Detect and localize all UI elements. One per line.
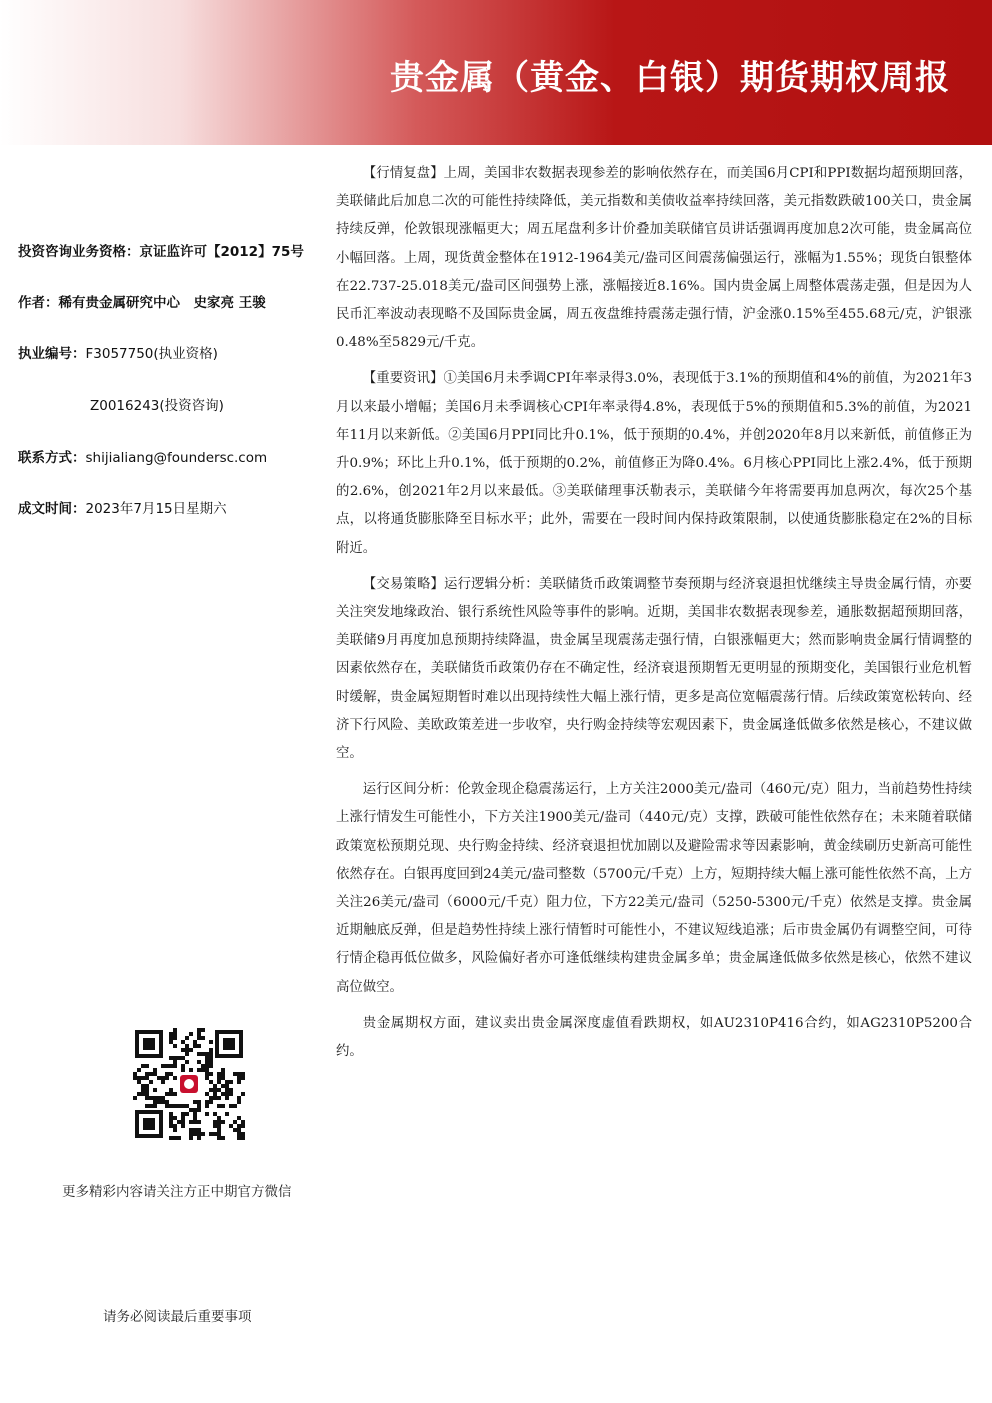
report-header-banner xyxy=(0,0,992,145)
author-label: 作者： xyxy=(18,295,59,311)
practice-line xyxy=(18,342,218,362)
paragraph-trading-strategy: 【交易策略】运行逻辑分析：美联储货币政策调整节奏预期与经济衰退担忧继续主导贵金属行情，亦要关注突发地缘政治、银行系统性风险等事件的影响。近期，美国非农数据表现参差，通胀数据超预期回落，美联储9月再度加息预期持续降温，贵金属呈现震荡走强行情，白银涨幅更大；然而影响贵金属行情调整的因素依然存在，美联储货币政策仍存在不确定性，经济衰退预期暂无更明显的预期变化，美国银行业危机暂时缓解，贵金属短期暂时难以出现持续性大幅上涨行情，更多是高位宽幅震荡行情。后续政策宽松转向、经济下行风险、美欧政策差进一步收窄，央行购金持续等宏观因素下，贵金属逢低做多依然是核心，不建议做空。 xyxy=(336,576,972,762)
contact-line xyxy=(18,446,267,466)
practice-line-2 xyxy=(90,394,224,414)
license-value: 京证监许可【2012】75号 xyxy=(139,244,304,260)
date-label: 成文时间： xyxy=(18,501,86,517)
date-line xyxy=(18,497,227,517)
practice-value-2: Z0016243(投资咨询) xyxy=(90,398,224,414)
paragraph-range-analysis: 运行区间分析：伦敦金现企稳震荡运行，上方关注2000美元/盎司（460元/克）阻力，当前趋势性持续上涨行情发生可能性小，下方关注1900美元/盎司（440元/克）支撑，跌破可能性依然存在；未来随着联储政策宽松预期兑现、央行购金持续、经济衰退担忧加剧以及避险需求等因素影响，黄金续刷历史新高可能性依然存在。白银再度回到24美元/盎司整数（5700元/千克）上方，短期持续大幅上涨可能性依然不高，上方关注26美元/盎司（6000元/千克）阻力位，下方22美元/盎司（5250-5300元/千克）依然是支撑。贵金属近期触底反弹，但是趋势性持续上涨行情暂时可能性小，不建议短线追涨；后市贵金属仍有调整空间，可待行情企稳再低位做多，风险偏好者亦可逢低继续构建贵金属多单；贵金属逢低做多依然是核心，依然不建议高位做空。 xyxy=(336,782,972,995)
report-body xyxy=(336,160,972,1066)
qr-code-icon xyxy=(133,1028,245,1140)
license-line xyxy=(18,240,304,260)
contact-label: 联系方式： xyxy=(18,450,86,466)
qr-caption: 更多精彩内容请关注方正中期官方微信 xyxy=(62,1184,292,1200)
wechat-qr-code xyxy=(133,1028,245,1140)
paragraph-key-news: 【重要资讯】①美国6月未季调CPI年率录得3.0%，表现低于3.1%的预期值和4%的前值，为2021年3月以来最小增幅；美国6月未季调核心CPI年率录得4.8%，表现低于5%的预期值和5.3%的前值，为2021年11月以来新低。②美国6月PPI同比升0.1%，低于预期的0.4%，并创2020年8月以来新低，前值修正为升0.9%；环比上升0.1%，低于预期的0.2%，前值修正为降0.4%。6月核心PPI同比上涨2.4%，低于预期的2.6%，创2021年2月以来最低。③美联储理事沃勒表示，美联储今年将需要再加息两次，每次25个基点，以将通货膨胀降至目标水平；此外，需要在一段时间内保持政策限制，以使通货膨胀稳定在2%的目标附近。 xyxy=(336,371,972,556)
license-label: 投资咨询业务资格： xyxy=(18,244,140,260)
paragraph-market-review: 【行情复盘】上周，美国非农数据表现参差的影响依然存在，而美国6月CPI和PPI数据均超预期回落，美联储此后加息二次的可能性持续降低，美元指数和美债收益率持续回落，美元指数跌破100关口，贵金属持续反弹，伦敦银现涨幅更大；周五尾盘利多计价叠加美联储官员讲话强调再度加息2次可能，贵金属高位小幅回落。上周，现货黄金整体在1912-1964美元/盎司区间震荡偏强运行，涨幅为1.55%；现货白银整体在22.737-25.018美元/盎司区间强势上涨，涨幅接近8.16%。国内贵金属上周整体震荡走强，但是因为人民币汇率波动表现略不及国际贵金属，周五夜盘维持震荡走强行情，沪金涨0.15%至455.68元/克，沪银涨0.48%至5829元/千克。 xyxy=(336,166,972,351)
author-value: 稀有贵金属研究中心 史家亮 王骏 xyxy=(58,295,266,311)
author-line xyxy=(18,291,266,311)
report-title: 贵金属（黄金、白银）期货期权周报 xyxy=(390,58,950,98)
paragraph-options: 贵金属期权方面，建议卖出贵金属深度虚值看跌期权，如AU2310P416合约，如AG2310P5200合约。 xyxy=(336,1015,972,1060)
practice-label: 执业编号： xyxy=(18,346,86,362)
contact-email[interactable]: shijialiang@foundersc.com xyxy=(85,450,268,466)
disclaimer-note: 请务必阅读最后重要事项 xyxy=(103,1309,252,1325)
date-value: 2023年7月15日星期六 xyxy=(85,501,227,517)
practice-value-1: F3057750(执业资格) xyxy=(85,346,218,362)
